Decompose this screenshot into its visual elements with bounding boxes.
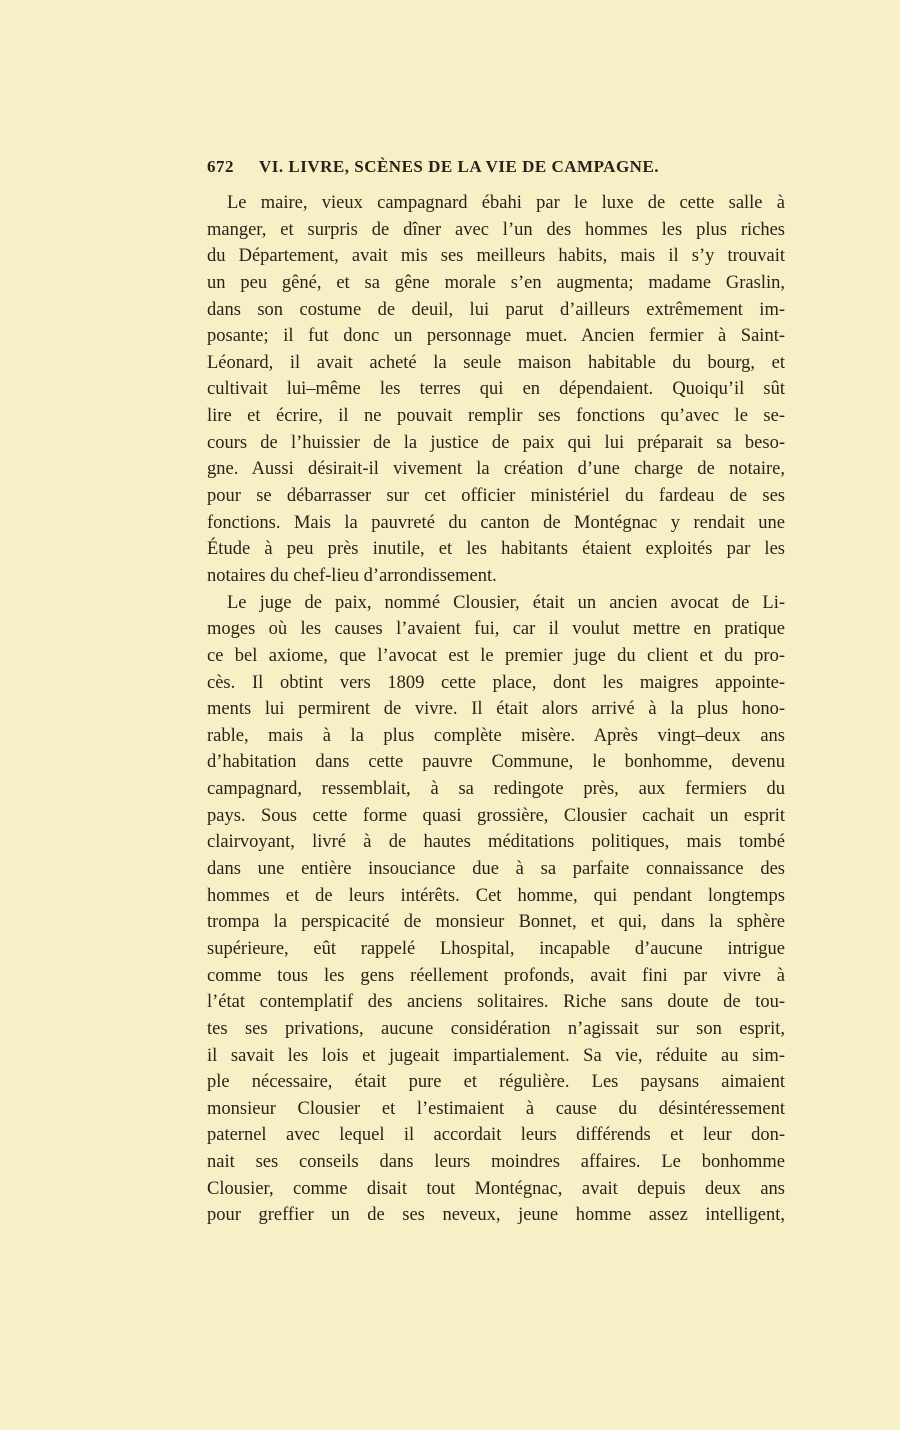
- text-line: paternel avec lequel il accordait leurs différends et leur don-: [207, 1125, 785, 1146]
- text-line: ments lui permirent de vivre. Il était alors arrivé à la plus hono-: [207, 699, 785, 720]
- text-line: ple nécessaire, était pure et régulière. Les paysans aimaient: [207, 1072, 785, 1093]
- text-line: un peu gêné, et sa gêne morale s’en augmenta; madame Graslin,: [207, 272, 785, 293]
- running-title: VI. LIVRE, SCÈNES DE LA VIE DE CAMPAGNE.: [259, 157, 660, 176]
- text-line: trompa la perspicacité de monsieur Bonnet, et qui, dans la sphère: [207, 912, 785, 933]
- running-header: [207, 157, 720, 181]
- text-line: pays. Sous cette forme quasi grossière, Clousier cachait un esprit: [207, 805, 785, 826]
- text-line: gne. Aussi désirait-il vivement la création d’une charge de notaire,: [207, 459, 785, 480]
- text-line: cours de l’huissier de la justice de paix qui lui préparait sa beso-: [207, 432, 785, 453]
- text-line: dans son costume de deuil, lui parut d’ailleurs extrêmement im-: [207, 299, 785, 320]
- text-line: cès. Il obtint vers 1809 cette place, dont les maigres appointe-: [207, 672, 785, 693]
- page-number: 672: [207, 157, 234, 176]
- text-line: Le maire, vieux campagnard ébahi par le luxe de cette salle à: [227, 193, 785, 213]
- text-line: supérieure, eût rappelé Lhospital, incapable d’aucune intrigue: [207, 938, 785, 959]
- text-line: ce bel axiome, que l’avocat est le premier juge du client et du pro-: [207, 645, 785, 666]
- text-line: l’état contemplatif des anciens solitaires. Riche sans doute de tou-: [207, 992, 785, 1013]
- text-line: cultivait lui–même les terres qui en dépendaient. Quoiqu’il sût: [207, 379, 785, 400]
- page-body-text: [207, 190, 785, 1229]
- text-line: du Département, avait mis ses meilleurs habits, mais il s’y trouvait: [207, 246, 785, 267]
- text-line: Étude à peu près inutile, et les habitants étaient exploités par les: [207, 539, 785, 560]
- text-line: campagnard, ressemblait, à sa redingote près, aux fermiers du: [207, 779, 785, 800]
- text-line: posante; il fut donc un personnage muet. Ancien fermier à Saint-: [207, 326, 785, 347]
- text-line: d’habitation dans cette pauvre Commune, le bonhomme, devenu: [207, 752, 785, 773]
- text-line: rable, mais à la plus complète misère. Après vingt–deux ans: [207, 725, 785, 746]
- paragraph: [207, 590, 785, 1229]
- text-line: comme tous les gens réellement profonds, avait fini par vivre à: [207, 965, 785, 986]
- text-line: pour greffier un de ses neveux, jeune homme assez intelligent,: [207, 1205, 785, 1226]
- text-line: clairvoyant, livré à de hautes méditations politiques, mais tombé: [207, 832, 785, 853]
- paragraph: [207, 190, 785, 590]
- text-line: lire et écrire, il ne pouvait remplir ses fonctions qu’avec le se-: [207, 406, 785, 427]
- text-line: fonctions. Mais la pauvreté du canton de Montégnac y rendait une: [207, 512, 785, 533]
- text-line: tes ses privations, aucune considération n’agissait sur son esprit,: [207, 1018, 785, 1039]
- text-line: Clousier, comme disait tout Montégnac, avait depuis deux ans: [207, 1178, 785, 1199]
- text-line: il savait les lois et jugeait impartialement. Sa vie, réduite au sim-: [207, 1045, 785, 1066]
- text-line: moges où les causes l’avaient fui, car il voulut mettre en pratique: [207, 619, 785, 640]
- text-line: monsieur Clousier et l’estimaient à cause du désintéressement: [207, 1098, 785, 1119]
- text-line: nait ses conseils dans leurs moindres affaires. Le bonhomme: [207, 1152, 785, 1173]
- text-line: pour se débarrasser sur cet officier ministériel du fardeau de ses: [207, 486, 785, 507]
- text-line: manger, et surpris de dîner avec l’un des hommes les plus riches: [207, 219, 785, 240]
- text-line: Léonard, il avait acheté la seule maison habitable du bourg, et: [207, 352, 785, 373]
- text-line: notaires du chef-lieu d’arrondissement.: [207, 565, 497, 586]
- text-line: dans une entière insouciance due à sa parfaite connaissance des: [207, 859, 785, 880]
- text-line: Le juge de paix, nommé Clousier, était un ancien avocat de Li-: [227, 592, 785, 613]
- text-line: hommes et de leurs intérêts. Cet homme, qui pendant longtemps: [207, 885, 785, 906]
